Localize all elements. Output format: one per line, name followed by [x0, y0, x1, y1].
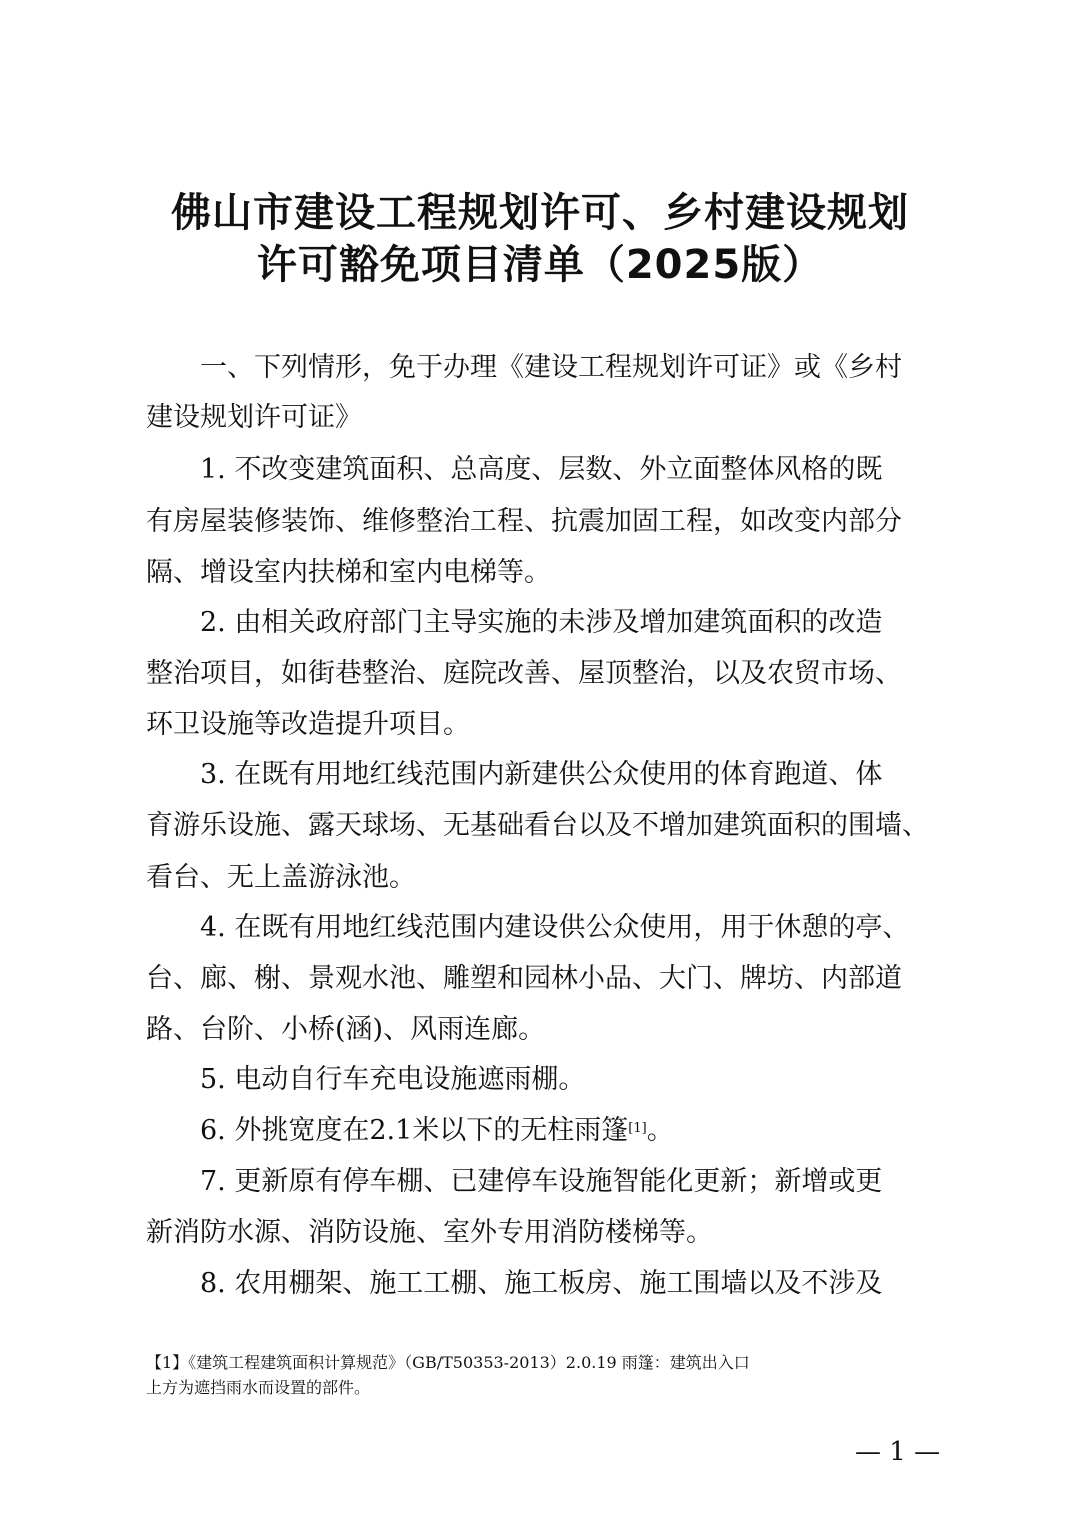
- item-6-text-end: 。: [646, 1115, 674, 1146]
- footnote-reference-marker: [1]: [628, 1121, 647, 1136]
- item-3-line-3: 看台、无上盖游泳池。: [146, 862, 416, 893]
- item-2-line-2: 整治项目，如街巷整治、庭院改善、屋顶整治，以及农贸市场、: [146, 658, 902, 689]
- item-4-line-1: 4. 在既有用地红线范围内建设供公众使用，用于休憩的亭、: [200, 912, 910, 943]
- item-1-line-3: 隔、增设室内扶梯和室内电梯等。: [146, 557, 551, 588]
- item-2-line-3: 环卫设施等改造提升项目。: [146, 709, 470, 740]
- item-6-text: 6. 外挑宽度在2.1米以下的无柱雨篷: [200, 1115, 629, 1146]
- section-heading-line-2: 建设规划许可证》: [146, 402, 362, 433]
- item-1-line-2: 有房屋装修装饰、维修整治工程、抗震加固工程，如改变内部分: [146, 506, 902, 537]
- item-1-line-1: 1. 不改变建筑面积、总高度、层数、外立面整体风格的既: [200, 454, 883, 485]
- item-4-line-3: 路、台阶、小桥(涵)、风雨连廊。: [146, 1014, 546, 1045]
- document-title-line-1: 佛山市建设工程规划许可、乡村建设规划: [171, 190, 909, 236]
- item-4-line-2: 台、廊、榭、景观水池、雕塑和园林小品、大门、牌坊、内部道: [146, 963, 902, 994]
- page-number: — 1 —: [855, 1437, 941, 1467]
- footnote-line-2: 上方为遮挡雨水而设置的部件。: [146, 1378, 371, 1397]
- item-3-line-2: 育游乐设施、露天球场、无基础看台以及不增加建筑面积的围墙、: [146, 810, 929, 841]
- section-heading-line-1: 一、下列情形，免于办理《建设工程规划许可证》或《乡村: [200, 352, 902, 383]
- item-7-line-2: 新消防水源、消防设施、室外专用消防楼梯等。: [146, 1217, 713, 1248]
- document-title-line-2: 许可豁免项目清单（2025版）: [256, 242, 824, 288]
- item-2-line-1: 2. 由相关政府部门主导实施的未涉及增加建筑面积的改造: [200, 607, 883, 638]
- item-8-line-1: 8. 农用棚架、施工工棚、施工板房、施工围墙以及不涉及: [200, 1268, 883, 1299]
- footnote-line-1: 【1】《建筑工程建筑面积计算规范》（GB/T50353-2013）2.0.19 雨篷：建筑出入口: [146, 1353, 750, 1372]
- item-3-line-1: 3. 在既有用地红线范围内新建供公众使用的体育跑道、体: [200, 759, 883, 790]
- item-5-line-1: 5. 电动自行车充电设施遮雨棚。: [200, 1064, 586, 1095]
- item-7-line-1: 7. 更新原有停车棚、已建停车设施智能化更新；新增或更: [200, 1166, 883, 1197]
- item-6-line-1: [200, 1114, 674, 1148]
